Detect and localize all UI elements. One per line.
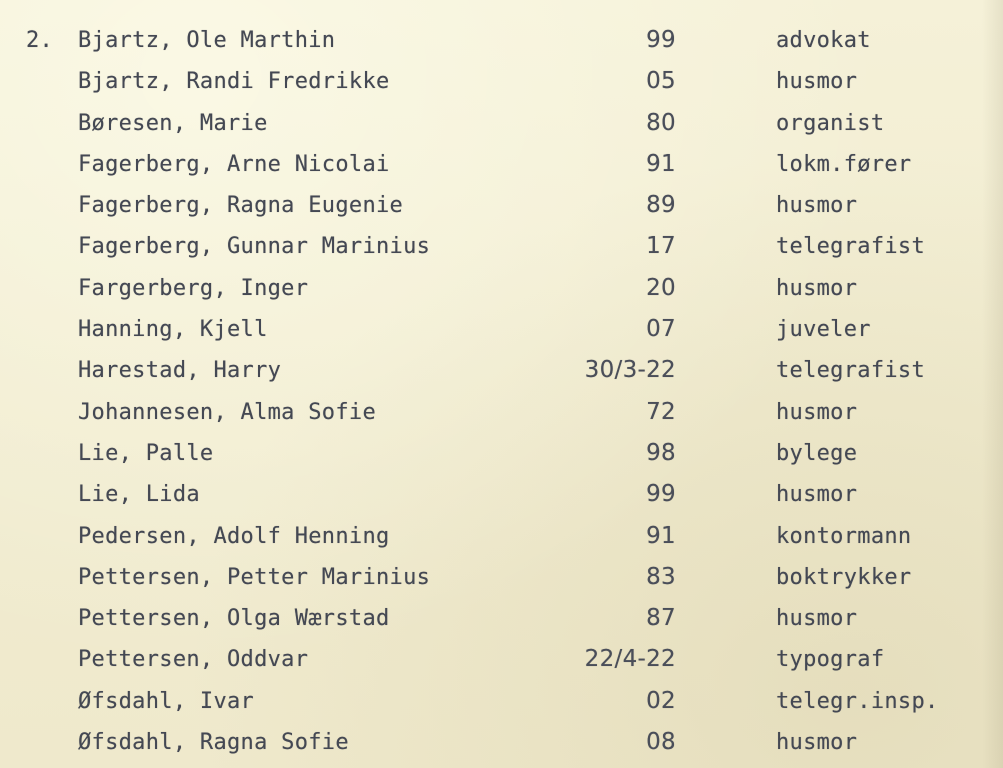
birth-year: 02 [646, 687, 676, 714]
person-name: Øfsdahl, Ivar [78, 688, 255, 714]
occupation: husmor [776, 275, 858, 301]
occupation: husmor [776, 399, 858, 425]
birth-year: 98 [646, 439, 676, 466]
occupation: husmor [776, 193, 858, 219]
occupation: husmor [776, 482, 858, 508]
person-name: Harestad, Harry [78, 358, 282, 384]
list-item [0, 144, 1003, 185]
person-name: Hanning, Kjell [78, 317, 268, 343]
person-name: Johannesen, Alma Sofie [78, 399, 376, 425]
person-name: Pedersen, Adolf Henning [78, 523, 390, 549]
list-item [0, 309, 1003, 350]
list-item [0, 433, 1003, 474]
list-item [0, 639, 1003, 680]
birth-year: 08 [646, 729, 676, 756]
list-item [0, 598, 1003, 639]
occupation: husmor [776, 69, 858, 95]
occupation: telegrafist [776, 358, 925, 384]
birth-year: 87 [646, 605, 676, 632]
occupation: telegr.insp. [776, 688, 939, 714]
occupation: lokm.fører [776, 151, 912, 177]
list-item [0, 681, 1003, 722]
occupation: husmor [776, 606, 858, 632]
occupation: boktrykker [776, 564, 912, 590]
list-item [0, 185, 1003, 226]
birth-year: 07 [646, 316, 676, 343]
person-name: Fagerberg, Gunnar Marinius [78, 234, 431, 260]
person-name: Pettersen, Oddvar [78, 647, 309, 673]
occupation: husmor [776, 730, 858, 756]
list-item [0, 350, 1003, 391]
person-name: Fagerberg, Ragna Eugenie [78, 193, 404, 219]
list-item [0, 474, 1003, 515]
person-name: Bjartz, Ole Marthin [78, 28, 336, 53]
list-item [0, 61, 1003, 102]
list-item [0, 392, 1003, 433]
occupation: typograf [776, 647, 885, 673]
birth-year: 20 [646, 274, 676, 301]
resident-list [0, 20, 1003, 763]
birth-year: 83 [646, 563, 676, 590]
person-name: Øfsdahl, Ragna Sofie [78, 730, 349, 756]
occupation: advokat [776, 28, 871, 53]
list-item [0, 722, 1003, 763]
occupation: bylege [776, 440, 858, 466]
birth-year: 72 [646, 398, 676, 425]
birth-year: 05 [646, 68, 676, 95]
person-name: Pettersen, Olga Wærstad [78, 606, 390, 632]
occupation: juveler [776, 317, 871, 343]
birth-year: 91 [646, 522, 676, 549]
birth-year: 30/3-22 [584, 357, 676, 384]
occupation: organist [776, 110, 885, 136]
list-item [0, 103, 1003, 144]
section-number: 2. [26, 28, 54, 53]
birth-year: 99 [646, 481, 676, 508]
birth-year: 91 [646, 150, 676, 177]
birth-year: 17 [646, 233, 676, 260]
birth-year: 80 [646, 109, 676, 136]
list-item [0, 557, 1003, 598]
list-item [0, 268, 1003, 309]
person-name: Fagerberg, Arne Nicolai [78, 151, 390, 177]
person-name: Lie, Palle [78, 440, 214, 466]
person-name: Pettersen, Petter Marinius [78, 564, 431, 590]
person-name: Bjartz, Randi Fredrikke [78, 69, 390, 95]
birth-year: 89 [646, 192, 676, 219]
birth-year: 99 [646, 27, 676, 53]
person-name: Lie, Lida [78, 482, 200, 508]
birth-year: 22/4-22 [584, 646, 676, 673]
occupation: telegrafist [776, 234, 925, 260]
list-item [0, 20, 1003, 61]
list-item [0, 516, 1003, 557]
occupation: kontormann [776, 523, 912, 549]
person-name: Børesen, Marie [78, 110, 268, 136]
list-item [0, 226, 1003, 267]
person-name: Fargerberg, Inger [78, 275, 309, 301]
